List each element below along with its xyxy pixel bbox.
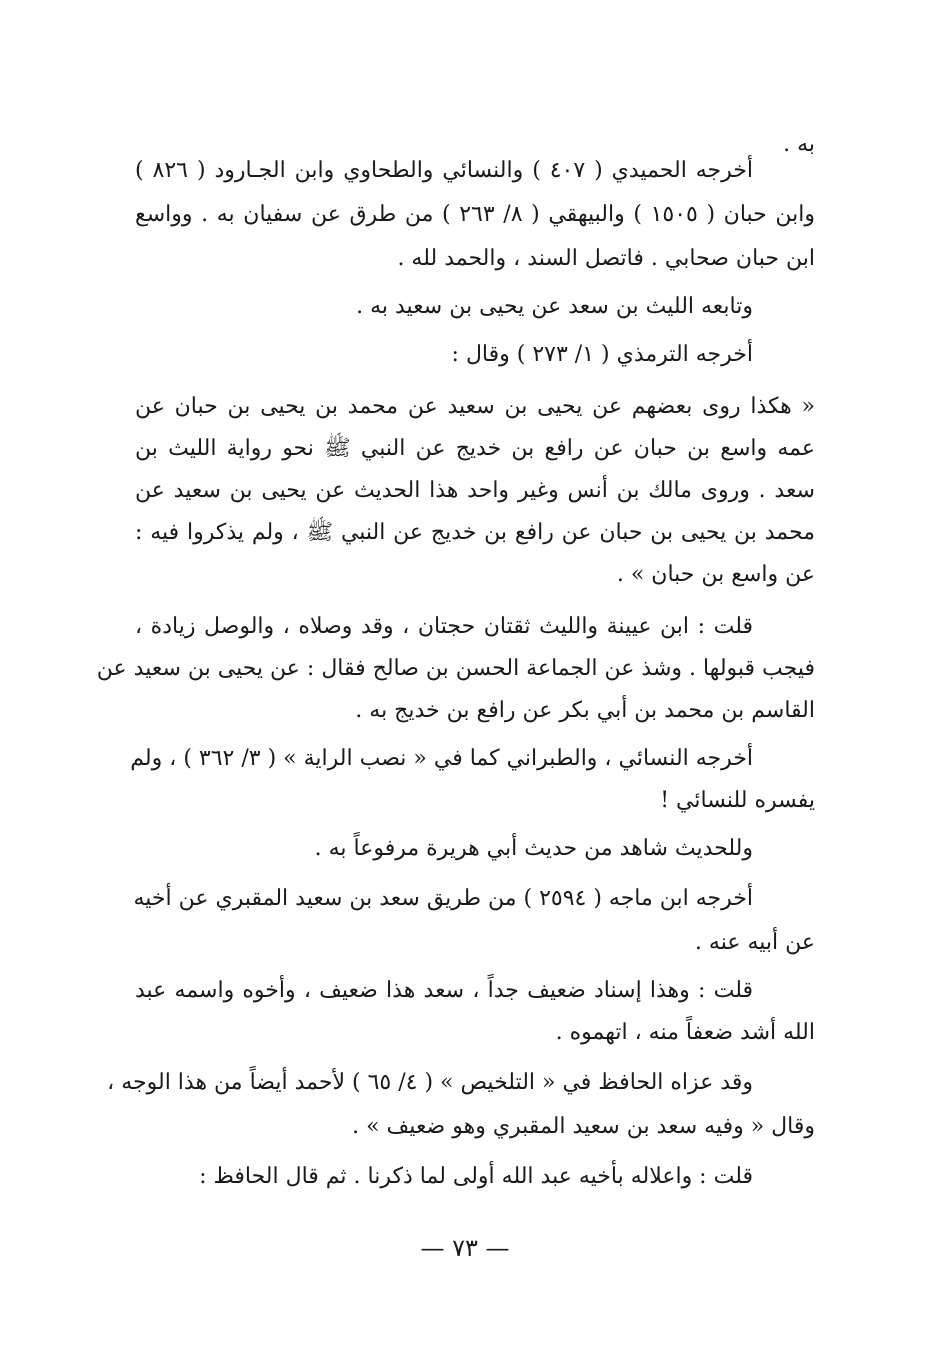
- text-line: يفسره للنسائي !: [660, 788, 815, 813]
- text-line: عن أبيه عنه .: [694, 930, 815, 955]
- text-line: الله أشد ضعفاً منه ، اتهموه .: [555, 1020, 815, 1045]
- text-line: أخرجه الحميدي ( ٤٠٧ ) والنسائي والطحاوي وابن الجـارود ( ٨٢٦ ): [135, 158, 754, 183]
- text-line: وابن حبان ( ١٥٠٥ ) والبيهقي ( ٨/ ٢٦٣ ) من طرق عن سفيان به . وواسع: [135, 202, 815, 227]
- text-line: قلت : واعلاله بأخيه عبد الله أولى لما ذكرنا . ثم قال الحافظ :: [199, 1164, 753, 1189]
- text-line: فيجب قبولها . وشذ عن الجماعة الحسن بن صالح فقال : عن يحيى بن سعيد عن: [96, 656, 815, 681]
- text-line: قلت : ابن عيينة والليث ثقتان حجتان ، وقد وصلاه ، والوصل زيادة ،: [135, 614, 753, 639]
- text-line: وقد عزاه الحافظ في « التلخيص » ( ٤/ ٦٥ ) لأحمد أيضاً من هذا الوجه ،: [107, 1070, 753, 1095]
- text-line: أخرجه الترمذي ( ١/ ٢٧٣ ) وقال :: [451, 342, 753, 367]
- text-line: « هكذا روى بعضهم عن يحيى بن سعيد عن محمد بن يحيى بن حبان عن: [135, 394, 815, 419]
- text-line: محمد بن يحيى بن حبان عن رافع بن خديج عن النبي ﷺ ، ولم يذكروا فيه :: [135, 520, 815, 545]
- text-line: ابن حبان صحابي . فاتصل السند ، والحمد لله .: [397, 246, 815, 271]
- text-line: قلت : وهذا إسناد ضعيف جداً ، سعد هذا ضعيف ، وأخوه واسمه عبد: [135, 978, 754, 1003]
- text-line: أخرجه ابن ماجه ( ٢٥٩٤ ) من طريق سعد بن سعيد المقبري عن أخيه: [133, 886, 753, 911]
- text-line: به .: [783, 132, 815, 157]
- text-line: سعد . وروى مالك بن أنس وغير واحد هذا الحديث عن يحيى بن سعيد عن: [135, 478, 815, 503]
- text-line: وقال « وفيه سعد بن سعيد المقبري وهو ضعيف » .: [352, 1114, 815, 1139]
- page-number: — ٧٣ —: [420, 1234, 510, 1262]
- text-line: أخرجه النسائي ، والطبراني كما في « نصب الراية » ( ٣/ ٣٦٢ ) ، ولم: [130, 746, 753, 771]
- text-line: وتابعه الليث بن سعد عن يحيى بن سعيد به .: [356, 294, 753, 319]
- text-line: عن واسع بن حبان » .: [616, 562, 815, 587]
- text-line: وللحديث شاهد من حديث أبي هريرة مرفوعاً به .: [314, 836, 753, 861]
- text-line: القاسم بن محمد بن أبي بكر عن رافع بن خديج به .: [355, 698, 815, 723]
- text-line: عمه واسع بن حبان عن رافع بن خديج عن النبي ﷺ نحو رواية الليث بن: [135, 436, 815, 461]
